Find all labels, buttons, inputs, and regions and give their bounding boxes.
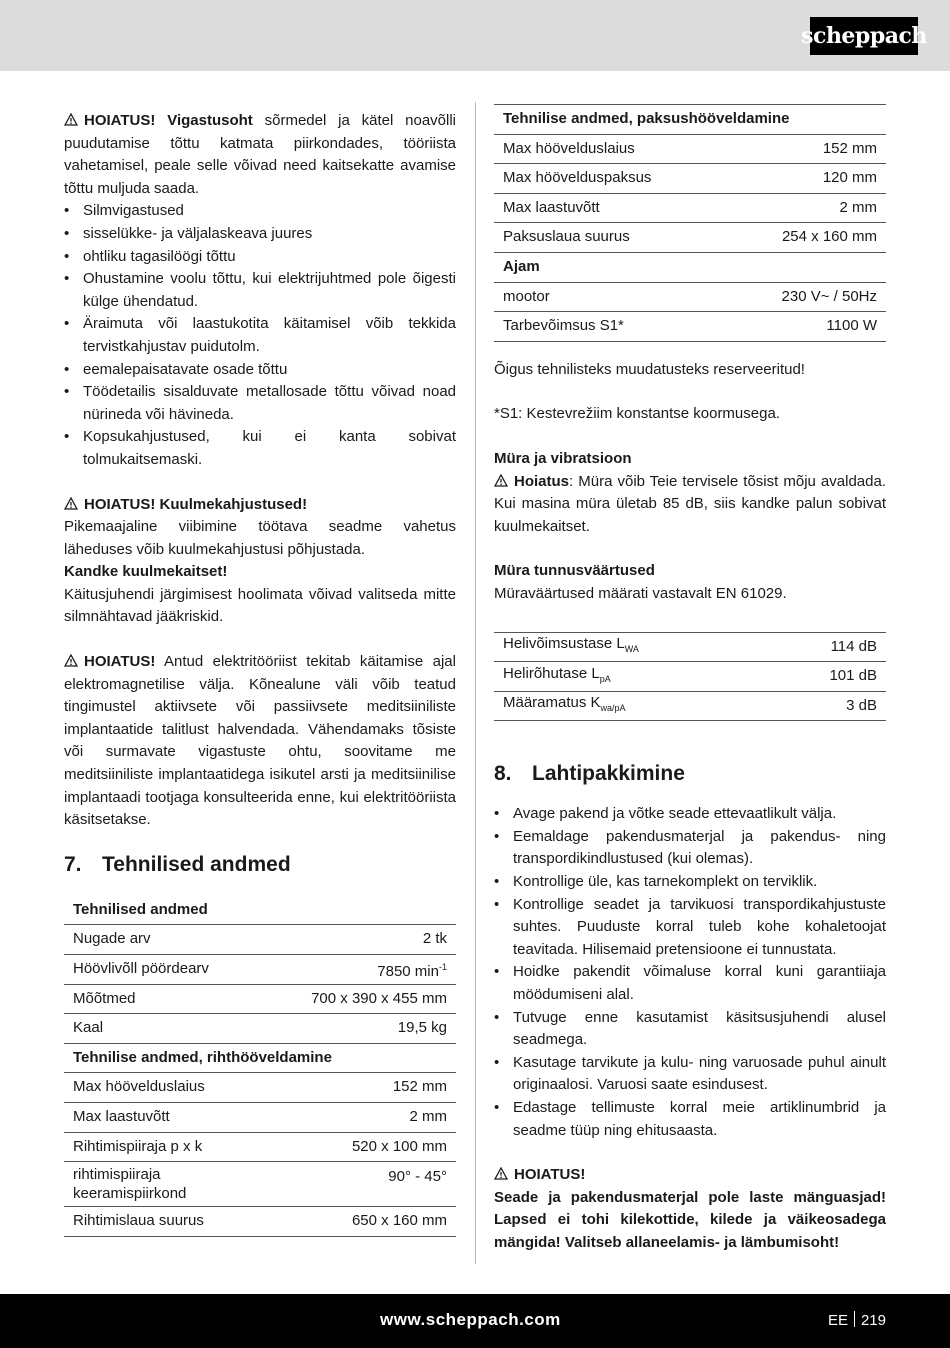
list-item: • Kontrollige seadet ja tarvikuosi transpordikahjustuste suhtes. Puuduste korral tuleb kohe kohaletoojat teavitada. Hilisemaid pretensioone ei tunnustata. bbox=[494, 894, 886, 962]
table-row: Määramatus $K_{wa/pA}$ 3 dB bbox=[494, 691, 886, 721]
table-row: Tarbevõimsus S1* 1100 W bbox=[494, 312, 886, 342]
list-item: • Hoidke pakendit võimaluse korral kuni garantiiaja möödumiseni alal. bbox=[494, 961, 886, 1006]
table-row: Helirõhutase $L_{pA}$ 101 dB bbox=[494, 662, 886, 692]
table-row: Helivõimsustase $L_{WA}$ 114 dB bbox=[494, 632, 886, 662]
table-row: Höövlivõll pöördearv 7850 $\min^{-1}$ bbox=[64, 955, 456, 985]
noise-values-title: Müra tunnusväärtused bbox=[494, 562, 655, 580]
table-row: Max höövelduslaius 152 mm bbox=[494, 134, 886, 164]
list-item: • Kasutage tarvikute ja kulu- ning varuosade puhul ainult originaalosi. Varuosi saate esindusest. bbox=[494, 1052, 886, 1097]
table-row: Max höövelduspaksus 120 mm bbox=[494, 164, 886, 194]
warning-triangle-icon bbox=[494, 474, 508, 487]
table-row: Rihtimislaua suurus 650 x 160 mm bbox=[64, 1207, 456, 1237]
list-item: • Silmvigastused bbox=[64, 200, 456, 223]
warning-electromagnetic: HOIATUS! Antud elektritööriist tekitab käitamise ajal elektromagnetilise välja. Kõnealune väli võib teatud tingimustel aktiivsete või passiivsete meditsiiniliste implantaatide talitlust halvendada. Vähendamaks tõsiste või surmavate vigastuste ohtu, soovitame me meditsiiniliste implantaatidega isikutel arsti ja meditsiinilise implantaadi tootjaga konsulteerida enne, kui elektritööriista käsitsetakse. bbox=[64, 653, 456, 829]
table-row: Mõõtmed 700 x 390 x 455 mm bbox=[64, 984, 456, 1014]
brand-logo: scheppach bbox=[810, 17, 918, 55]
table-row: mootor 230 V~ / 50Hz bbox=[494, 282, 886, 312]
column-divider bbox=[475, 102, 476, 1264]
table-row: Kaal 19,5 kg bbox=[64, 1014, 456, 1044]
table-row: Rihtimispiiraja p x k 520 x 100 mm bbox=[64, 1132, 456, 1162]
warning-hearing-text: Pikemaajaline viibimine töötava seadme vahetus läheduses võib kuulmekahjustusi põhjustada. bbox=[64, 518, 456, 558]
right-column bbox=[494, 104, 886, 1255]
list-item: • sisselükke- ja väljalaskeava juures bbox=[64, 223, 456, 246]
noise-warning: Hoiatus: Müra võib Teie tervisele tõsist mõju avaldada. Kui masina müra ületab 85 dB, siis kandke palun sobivat kuulmekaitset. bbox=[494, 472, 886, 535]
warning-hearing-title: HOIATUS! Kuulmekahjustused! bbox=[64, 494, 456, 517]
table-header: Tehnilised andmed bbox=[64, 896, 456, 925]
reserve-note: Õigus tehnilisteks muudatusteks reserveeritud! bbox=[494, 360, 805, 378]
list-item: • ohtliku tagasilöögi tõttu bbox=[64, 246, 456, 269]
thickness-table bbox=[494, 104, 886, 342]
header-bar bbox=[0, 0, 950, 71]
table-row: Max laastuvõtt 2 mm bbox=[64, 1102, 456, 1132]
noise-title: Müra ja vibratsioon bbox=[494, 449, 632, 467]
warning-triangle-icon bbox=[64, 497, 78, 510]
warning-bold: Vigastusoht bbox=[167, 112, 253, 129]
table-row: Max laastuvõtt 2 mm bbox=[494, 193, 886, 223]
unpacking-list bbox=[494, 803, 886, 1142]
table-row: Max höövelduslaius 152 mm bbox=[64, 1073, 456, 1103]
noise-values-text: Müraväärtused määrati vastavalt EN 61029. bbox=[494, 584, 787, 602]
warning-lead: HOIATUS! bbox=[84, 112, 156, 129]
packaging-warning-title: HOIATUS! bbox=[494, 1164, 886, 1187]
warning-hearing-text2: Käitusjuhendi järgimisest hoolimata võivad valitseda mitte silmnähtavad jääkriskid. bbox=[64, 585, 456, 626]
list-item: • Äraimuta või laastukotita käitamisel võib tekkida tervistkahjustav puidutolm. bbox=[64, 313, 456, 358]
table-header: Ajam bbox=[494, 252, 886, 282]
warning-triangle-icon bbox=[64, 654, 78, 667]
list-item: • Töödetailis sisalduvate metallosade tõttu võivad noad nürineda või hävineda. bbox=[64, 381, 456, 426]
s1-note: *S1: Kestevrežiim konstantse koormusega. bbox=[494, 405, 780, 423]
footer-bar bbox=[0, 1294, 950, 1348]
list-item: • Eemaldage pakendusmaterjal ja pakendus- ning transpordikindlustused (kui olemas). bbox=[494, 826, 886, 871]
page-number: EE 219 bbox=[827, 1312, 886, 1329]
warning-text: sõrmedel ja kätel noavõlli puudutamise tõttu katmata piirkondades, tööriista vahetamisel, peale selle võivad need kaitsekatte avamise tõttu muljuda saada. bbox=[64, 112, 456, 197]
list-item: • Avage pakend ja võtke seade ettevaatlikult välja. bbox=[494, 803, 886, 826]
packaging-warning-text: Seade ja pakendusmaterjal pole laste mänguasjad! Lapsed ei tohi kilekottide, kilede ja väikeosadega mängida! Valitseb allaneelamis- ja lämbumisoht! bbox=[494, 1188, 886, 1251]
tech-data-table bbox=[64, 896, 456, 1237]
list-item: • Kontrollige üle, kas tarnekomplekt on terviklik. bbox=[494, 871, 886, 894]
table-header: Tehnilise andmed, rihthööveldamine bbox=[64, 1043, 456, 1073]
footer-url[interactable]: www.scheppach.com bbox=[380, 1310, 561, 1329]
list-item: • Edastage tellimuste korral meie artiklinumbrid ja seadme tüüp ning ehitusaasta. bbox=[494, 1097, 886, 1142]
table-row: Paksuslaua suurus 254 x 160 mm bbox=[494, 223, 886, 253]
noise-table bbox=[494, 632, 886, 722]
table-row: Nugade arv 2 tk bbox=[64, 925, 456, 955]
warning-triangle-icon bbox=[494, 1167, 508, 1180]
table-header: Tehnilise andmed, paksushööveldamine bbox=[494, 105, 886, 135]
list-item: • Kopsukahjustused, kui ei kanta sobivat tolmukaitsemaski. bbox=[64, 426, 456, 471]
warning-triangle-icon bbox=[64, 113, 78, 126]
left-column bbox=[64, 110, 456, 1237]
injury-list bbox=[64, 200, 456, 471]
list-item: • Ohustamine voolu tõttu, kui elektrijuhtmed pole õigesti külge ühendatud. bbox=[64, 268, 456, 313]
list-item: • Tutvuge enne kasutamist käsitsusjuhendi alusel seadmega. bbox=[494, 1007, 886, 1052]
section-7-heading: 7. Tehnilised andmed bbox=[64, 852, 291, 876]
warning-hearing-bold: Kandke kuulmekaitset! bbox=[64, 563, 228, 581]
section-8-heading: 8. Lahtipakkimine bbox=[494, 762, 685, 786]
list-item: • eemalepaisatavate osade tõttu bbox=[64, 359, 456, 382]
table-row: rihtimispiiraja keeramispiirkond 90° - 45° bbox=[64, 1162, 456, 1207]
warning-injury bbox=[64, 110, 456, 200]
